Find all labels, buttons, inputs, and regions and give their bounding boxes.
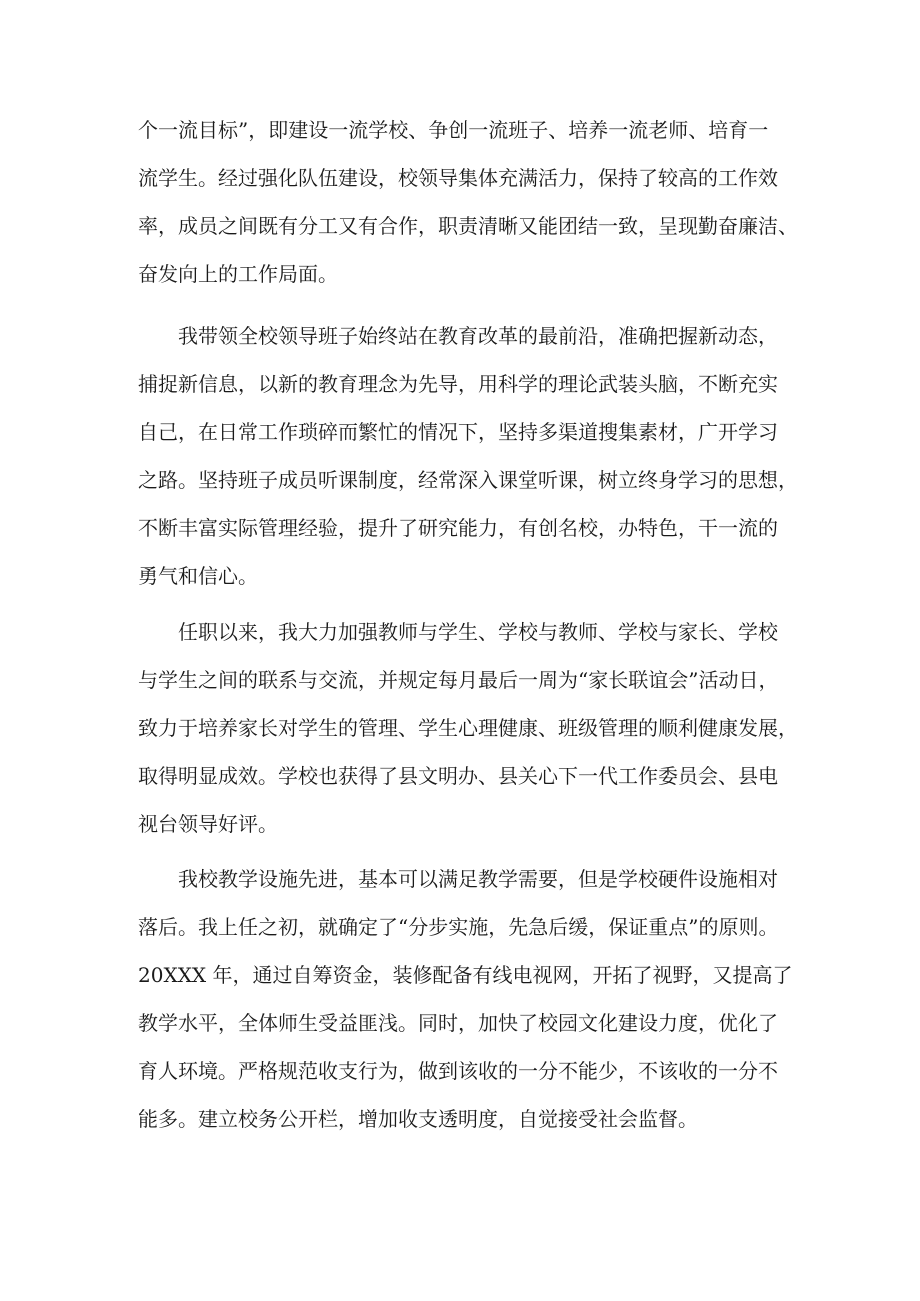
text-line: 取得明显成效。学校也获得了县文明办、县关心下一代工作委员会、县电 [138,764,778,788]
text-line: 流学生。经过强化队伍建设，校领导集体充满活力，保持了较高的工作效 [138,166,778,190]
text-line: 视台领导好评。 [138,812,278,836]
text-line: 与学生之间的联系与交流，并规定每月最后一周为“家长联谊会”活动日， [138,668,779,692]
text-line: 我校教学设施先进，基本可以满足教学需要，但是学校硬件设施相对 [138,867,778,891]
text-line: 奋发向上的工作局面。 [138,262,338,286]
text-line: 育人环境。严格规范收支行为，做到该收的一分不能少，不该收的一分不 [138,1059,778,1083]
paragraph-2 [138,312,798,600]
text-line: 20XXX 年，通过自筹资金，装修配备有线电视网，开拓了视野，又提高了 [138,963,793,987]
text-line: 教学水平，全体师生受益匪浅。同时，加快了校园文化建设力度，优化了 [138,1011,778,1035]
text-line: 能多。建立校务公开栏，增加收支透明度，自觉接受社会监督。 [138,1107,698,1131]
text-line: 勇气和信心。 [138,564,258,588]
text-line: 之路。坚持班子成员听课制度，经常深入课堂听课，树立终身学习的思想， [138,468,798,492]
paragraph-4 [138,855,793,1143]
paragraph-3 [138,608,798,848]
text-line: 自己，在日常工作琐碎而繁忙的情况下，坚持多渠道搜集素材，广开学习 [138,420,778,444]
text-line: 我带领全校领导班子始终站在教育改革的最前沿，准确把握新动态， [138,324,778,348]
text-line: 致力于培养家长对学生的管理、学生心理健康、班级管理的顺利健康发展， [138,716,798,740]
paragraph-1 [138,106,798,298]
text-line: 落后。我上任之初，就确定了“分步实施，先急后缓，保证重点”的原则。 [138,915,779,939]
text-line: 个一流目标”，即建设一流学校、争创一流班子、培养一流老师、培育一 [138,118,769,142]
text-line: 率，成员之间既有分工又有合作，职责清晰又能团结一致，呈现勤奋廉洁、 [138,214,798,238]
text-line: 任职以来，我大力加强教师与学生、学校与教师、学校与家长、学校 [138,620,778,644]
text-line: 捕捉新信息，以新的教育理念为先导，用科学的理论武装头脑，不断充实 [138,372,778,396]
text-line: 不断丰富实际管理经验，提升了研究能力，有创名校，办特色，干一流的 [138,516,778,540]
